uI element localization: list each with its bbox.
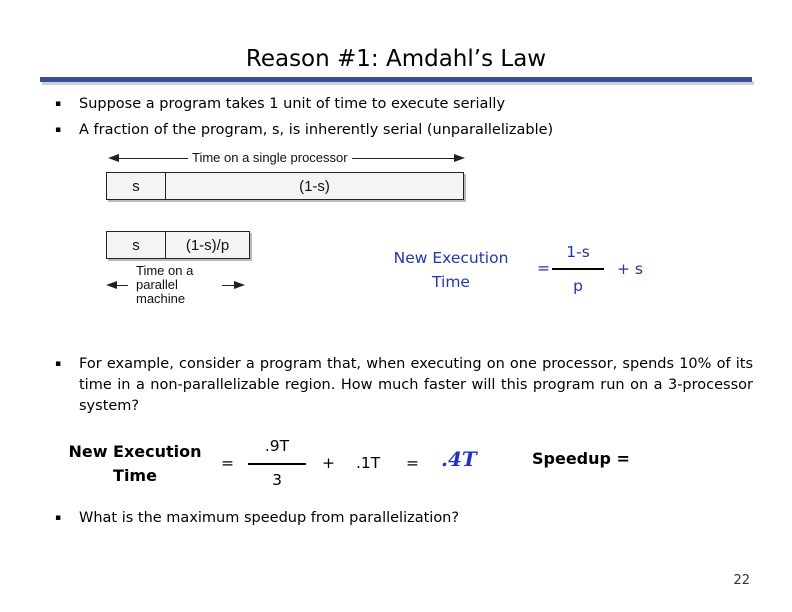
parallel-serial-cell: s	[107, 232, 166, 258]
bullet-text: Suppose a program takes 1 unit of time to execute serially	[79, 96, 506, 112]
bullet-marker: ▪	[55, 99, 62, 109]
serial-time-box	[106, 172, 464, 200]
bullet-text: For example, consider a program that, when executing on one processor, spends 10% of its time in a non-parallelizable region. How much faster will this program run on a 3-processor system?	[79, 356, 753, 414]
formula2-lhs-line: Time	[113, 466, 157, 485]
formula2-serial-term: .1T	[356, 454, 381, 472]
title-rule	[40, 77, 752, 82]
parallel-divided-cell: (1-s)/p	[185, 236, 230, 254]
formula1-numerator: 1-s	[566, 243, 590, 261]
parallel-time-box	[106, 231, 250, 259]
speedup-label: Speedup =	[532, 449, 630, 468]
formula1-equals: =	[537, 259, 550, 277]
formula1-lhs-line: New Execution	[393, 249, 509, 267]
arrow-right-icon	[234, 281, 245, 289]
bullet-marker: ▪	[55, 125, 62, 135]
page-number: 22	[733, 573, 750, 588]
formula2-equals-2: =	[406, 454, 419, 472]
formula2-lhs-line: New Execution	[68, 442, 202, 461]
formula1-lhs	[380, 246, 522, 294]
bullet-text: What is the maximum speedup from parallelization?	[79, 510, 460, 526]
parallel-machine-label	[136, 264, 193, 306]
slide-title: Reason #1: Amdahl’s Law	[245, 46, 547, 72]
parallelizable-fraction-cell: (1-s)	[299, 177, 330, 195]
serial-fraction-cell: s	[107, 173, 166, 199]
formula2-denominator: 3	[272, 471, 282, 489]
parallel-label-line: parallel	[136, 277, 178, 292]
parallel-label-line: machine	[136, 291, 186, 306]
arrow-right-icon	[454, 154, 465, 162]
formula2-fraction-bar	[248, 463, 306, 465]
formula2-lhs	[62, 440, 208, 488]
single-processor-label: Time on a single processor	[188, 150, 352, 165]
parallel-arrow-line-left	[110, 285, 128, 286]
formula2-numerator: .9T	[264, 437, 290, 455]
formula1-fraction-bar	[552, 268, 604, 270]
bullet-marker: ▪	[55, 359, 62, 369]
formula2-plus: +	[322, 454, 335, 472]
formula1-lhs-line: Time	[432, 273, 470, 291]
formula1-denominator: p	[573, 277, 583, 295]
handwritten-answer: .4T	[441, 447, 477, 471]
formula1-plus-s: + s	[617, 260, 643, 278]
parallel-label-line: Time on a	[136, 263, 194, 278]
bullet-text: A fraction of the program, s, is inherently serial (unparallelizable)	[79, 122, 554, 138]
formula2-equals: =	[221, 454, 234, 472]
bullet-marker: ▪	[55, 513, 62, 523]
